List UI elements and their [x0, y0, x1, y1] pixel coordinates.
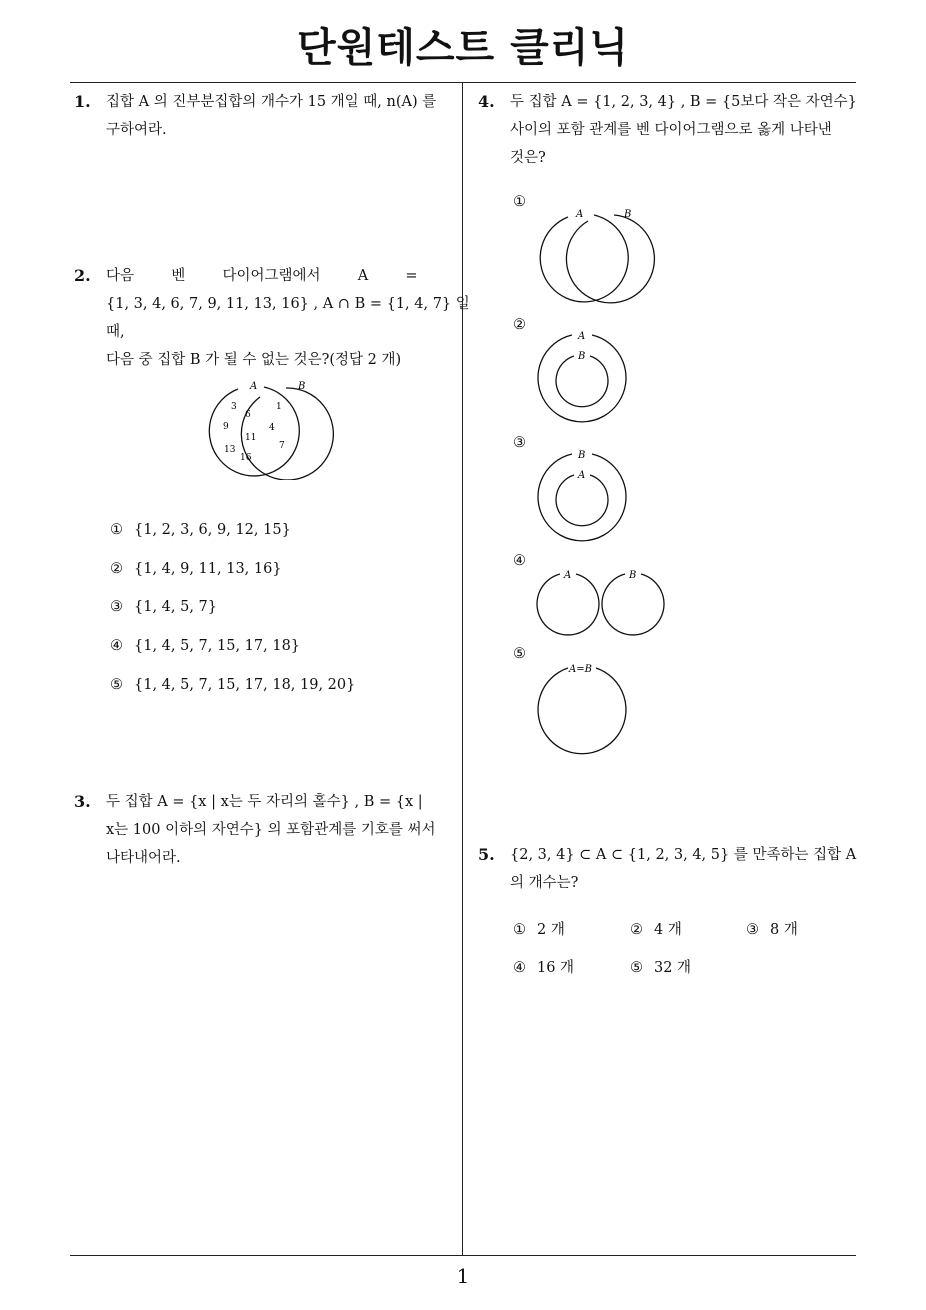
page-title: 단원테스트 클리닉: [296, 25, 630, 71]
venn-element: 3: [231, 402, 237, 412]
venn-option-5-diagram: [532, 660, 632, 760]
question-text-line: 다음 벤 다이어그램에서 A =: [106, 268, 418, 284]
venn-label-b: B: [624, 209, 632, 220]
choice-4[interactable]: [110, 638, 300, 654]
question-text-line: {1, 3, 4, 6, 7, 9, 11, 13, 16} , A ∩ B = {1, 4, 7} 일: [106, 296, 470, 312]
question-text-line: 다음 중 집합 B 가 될 수 없는 것은?(정답 2 개): [106, 352, 402, 368]
choice-marker: ④: [513, 553, 526, 569]
question-text-line: 나타내어라.: [106, 850, 181, 866]
venn-option-2-diagram: [532, 328, 632, 428]
choice-text: 2 개: [537, 922, 565, 938]
venn-label-inner: B: [578, 351, 586, 362]
choice-5[interactable]: [110, 677, 355, 693]
question-text-line: x는 100 이하의 자연수} 의 포함관계를 기호를 써서: [106, 822, 436, 838]
question-text-line: 집합 A 의 진부분집합의 개수가 15 개일 때, n(A) 를: [106, 94, 437, 110]
choice-3[interactable]: [746, 918, 798, 939]
question-number: 3.: [74, 792, 91, 811]
venn-option-1[interactable]: [513, 194, 526, 210]
choice-2[interactable]: [110, 561, 282, 577]
choice-marker: ③: [513, 435, 526, 451]
question-number: 4.: [478, 92, 495, 111]
venn-element: 4: [269, 423, 275, 433]
choice-2[interactable]: [630, 918, 682, 939]
choice-marker: ③: [746, 922, 759, 938]
footer-rule: [70, 1255, 856, 1256]
venn-label-a: A: [250, 381, 258, 392]
choice-5[interactable]: [630, 956, 691, 977]
choice-marker: ④: [110, 638, 123, 654]
choice-text: {1, 4, 9, 11, 13, 16}: [134, 561, 282, 577]
venn-option-1-diagram: [532, 205, 677, 307]
venn-element: 13: [224, 445, 236, 455]
venn-label-inner: A: [578, 470, 586, 481]
choice-text: 16 개: [537, 960, 575, 976]
venn-label-a: A: [576, 209, 584, 220]
question-text-line: 때,: [106, 324, 125, 340]
choice-marker: ④: [513, 960, 526, 976]
choice-text: 8 개: [770, 922, 798, 938]
venn-option-3[interactable]: [513, 435, 526, 451]
choice-marker: ②: [110, 561, 123, 577]
venn-option-3-diagram: [532, 447, 632, 547]
column-divider: [462, 82, 463, 1255]
choice-marker: ①: [110, 522, 123, 538]
choice-marker: ⑤: [513, 646, 526, 662]
venn-option-2[interactable]: [513, 317, 526, 333]
choice-marker: ①: [513, 194, 526, 210]
venn-label-a: A: [564, 570, 572, 581]
question-number: 5.: [478, 845, 495, 864]
question-number: 1.: [74, 92, 91, 111]
venn-option-5[interactable]: [513, 646, 526, 662]
venn-element: 16: [240, 453, 252, 463]
question-text-line: 두 집합 A = {x | x는 두 자리의 홀수} , B = {x |: [106, 794, 423, 810]
choice-marker: ②: [630, 922, 643, 938]
venn-label-b: B: [298, 381, 306, 392]
choice-marker: ③: [110, 599, 123, 615]
venn-element: 11: [245, 433, 257, 443]
choice-3[interactable]: [110, 599, 217, 615]
choice-marker: ⑤: [110, 677, 123, 693]
page-number: 1: [456, 1264, 470, 1288]
question-text-line: 것은?: [510, 150, 546, 166]
choice-text: {1, 2, 3, 6, 9, 12, 15}: [134, 522, 291, 538]
question-text-line: 구하여라.: [106, 122, 167, 138]
question-text-line: 사이의 포함 관계를 벤 다이어그램으로 옳게 나타낸: [510, 122, 832, 138]
venn-element: 1: [276, 402, 282, 412]
choice-marker: ⑤: [630, 960, 643, 976]
question-text-line: 두 집합 A = {1, 2, 3, 4} , B = {5보다 작은 자연수}: [510, 94, 857, 110]
choice-text: {1, 4, 5, 7, 15, 17, 18, 19, 20}: [134, 677, 356, 693]
venn-label-b: B: [629, 570, 637, 581]
venn-element: 6: [245, 410, 251, 420]
venn-label-outer: B: [578, 450, 586, 461]
venn-option-4[interactable]: [513, 553, 526, 569]
choice-text: 4 개: [654, 922, 682, 938]
question-text-line: {2, 3, 4} ⊂ A ⊂ {1, 2, 3, 4, 5} 를 만족하는 집합 A: [510, 847, 857, 863]
venn-diagram: [200, 375, 360, 480]
choice-text: {1, 4, 5, 7, 15, 17, 18}: [134, 638, 301, 654]
question-text-line: 의 개수는?: [510, 875, 579, 891]
choice-text: 32 개: [654, 960, 692, 976]
venn-label-outer: A: [578, 331, 586, 342]
question-number: 2.: [74, 266, 91, 285]
choice-marker: ①: [513, 922, 526, 938]
choice-1[interactable]: [110, 522, 291, 538]
venn-element: 9: [223, 422, 229, 432]
choice-text: {1, 4, 5, 7}: [134, 599, 218, 615]
choice-4[interactable]: [513, 956, 574, 977]
choice-marker: ②: [513, 317, 526, 333]
choice-1[interactable]: [513, 918, 565, 939]
venn-option-4-diagram: [532, 566, 667, 638]
venn-label-equal: A=B: [569, 664, 592, 675]
venn-element: 7: [279, 441, 285, 451]
header-rule: [70, 82, 856, 83]
